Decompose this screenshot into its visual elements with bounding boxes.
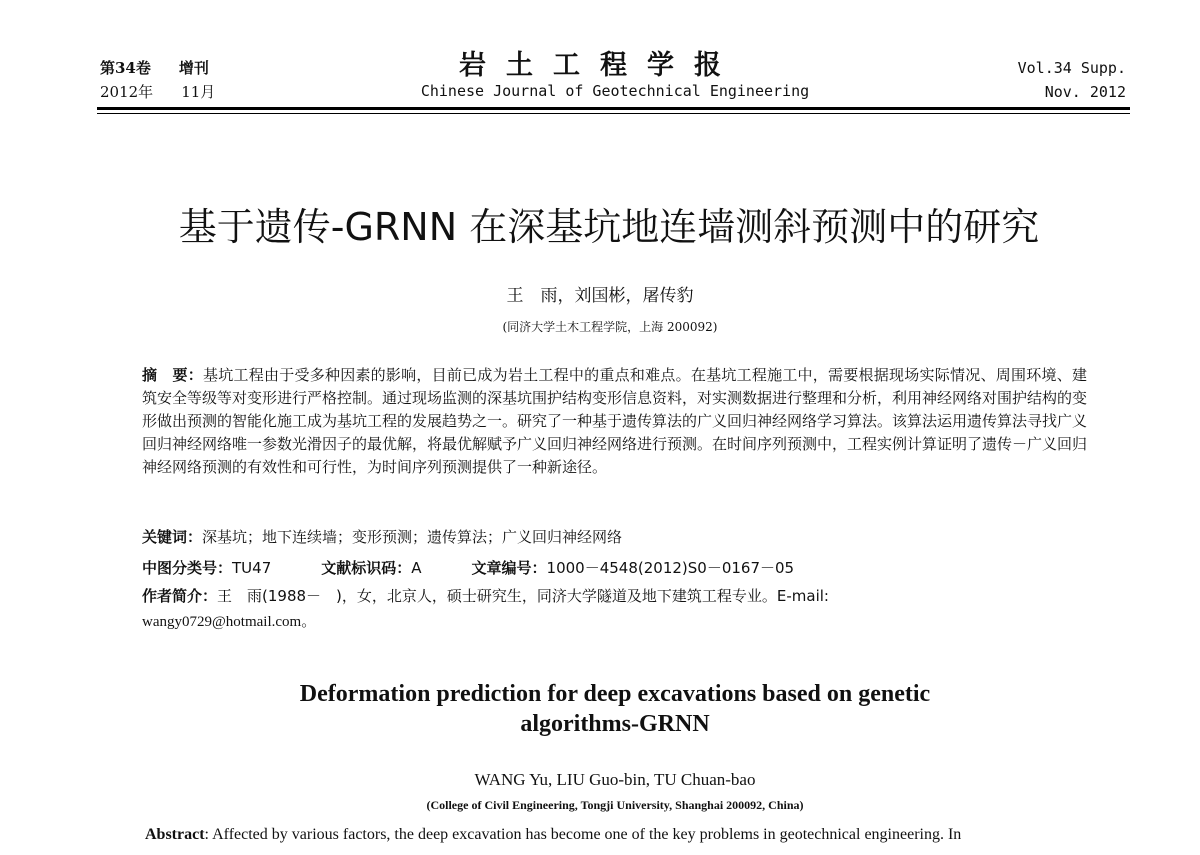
clc-value: TU47 (232, 559, 272, 577)
header-rule-thick (97, 107, 1130, 110)
journal-title-en: Chinese Journal of Geotechnical Engineering (420, 82, 810, 100)
author-bio-label: 作者简介： (142, 587, 218, 605)
header-rule-thin (97, 113, 1130, 114)
abstract-en-label: Abstract (145, 826, 205, 843)
abstract-en-text: : Affected by various factors, the deep excavation has become one of the key problems in geotechnical engineering. In (204, 826, 962, 843)
paper-title-en-line1: Deformation prediction for deep excavations based on genetic (299, 681, 931, 707)
paper-title-en-line2: algorithms-GRNN (520, 711, 710, 737)
authors-zh: 王 雨，刘国彬，屠传豹 (506, 286, 694, 306)
keywords-text: 深基坑；地下连续墙；变形预测；遗传算法；广义回归神经网络 (202, 528, 623, 546)
affiliation-zh: (同济大学土木工程学院，上海 200092) (502, 320, 718, 334)
classification-line (142, 557, 794, 580)
author-bio (142, 585, 829, 608)
author-email: wangy0729@hotmail.com。 (142, 614, 317, 630)
date-en: Nov. 2012 (1044, 83, 1126, 101)
authors-en: WANG Yu, LIU Guo-bin, TU Chuan-bao (474, 770, 756, 789)
affiliation-en: (College of Civil Engineering, Tongji University, Shanghai 200092, China) (426, 798, 804, 812)
journal-title-zh: 岩土工程学报 (459, 50, 741, 81)
abstract-zh-text: 基坑工程由于受多种因素的影响，目前已成为岩土工程中的重点和难点。在基坑工程施工中，需要根据现场实际情况、周围环境、建筑安全等级等对变形进行严格控制。通过现场监测的深基坑围护结构变形信息资料，对实测数据进行整理和分析，利用神经网络对围护结构的变形做出预测的智能化施工成为基坑工程的发展趋势之一。研究了一种基于遗传算法的广义回归神经网络学习算法。该算法运用遗传算法寻找广义回归神经网络唯一参数光滑因子的最优解，将最优解赋予广义回归神经网络进行预测。在时间序列预测中，工程实例计算证明了遗传－广义回归神经网络预测的有效性和可行性，为时间序列预测提供了一种新途径。 (142, 366, 1088, 476)
abstract-zh (142, 364, 1087, 479)
volume-zh: 第34卷 (100, 59, 151, 77)
article-no-value: 1000－4548(2012)S0－0167－05 (546, 559, 795, 577)
clc-label: 中图分类号： (142, 559, 233, 577)
doc-code-label: 文献标识码： (321, 559, 412, 577)
doc-code-value: A (411, 559, 422, 577)
supp-zh: 增刊 (178, 59, 209, 77)
paper-title-zh: 基于遗传-GRNN 在深基坑地连墙测斜预测中的研究 (178, 205, 1040, 249)
year-zh: 2012年 (100, 83, 154, 101)
abstract-en (145, 824, 961, 846)
author-bio-text: 王 雨(1988－ )，女，北京人，硕士研究生，同济大学隧道及地下建筑工程专业。E-mail: (217, 587, 829, 605)
article-no-label: 文章编号： (471, 559, 547, 577)
keywords-zh (142, 526, 622, 549)
volume-en: Vol.34 Supp. (1017, 59, 1126, 77)
abstract-zh-label: 摘 要： (142, 366, 203, 384)
keywords-label: 关键词： (142, 528, 203, 546)
month-zh: 11月 (181, 83, 216, 101)
